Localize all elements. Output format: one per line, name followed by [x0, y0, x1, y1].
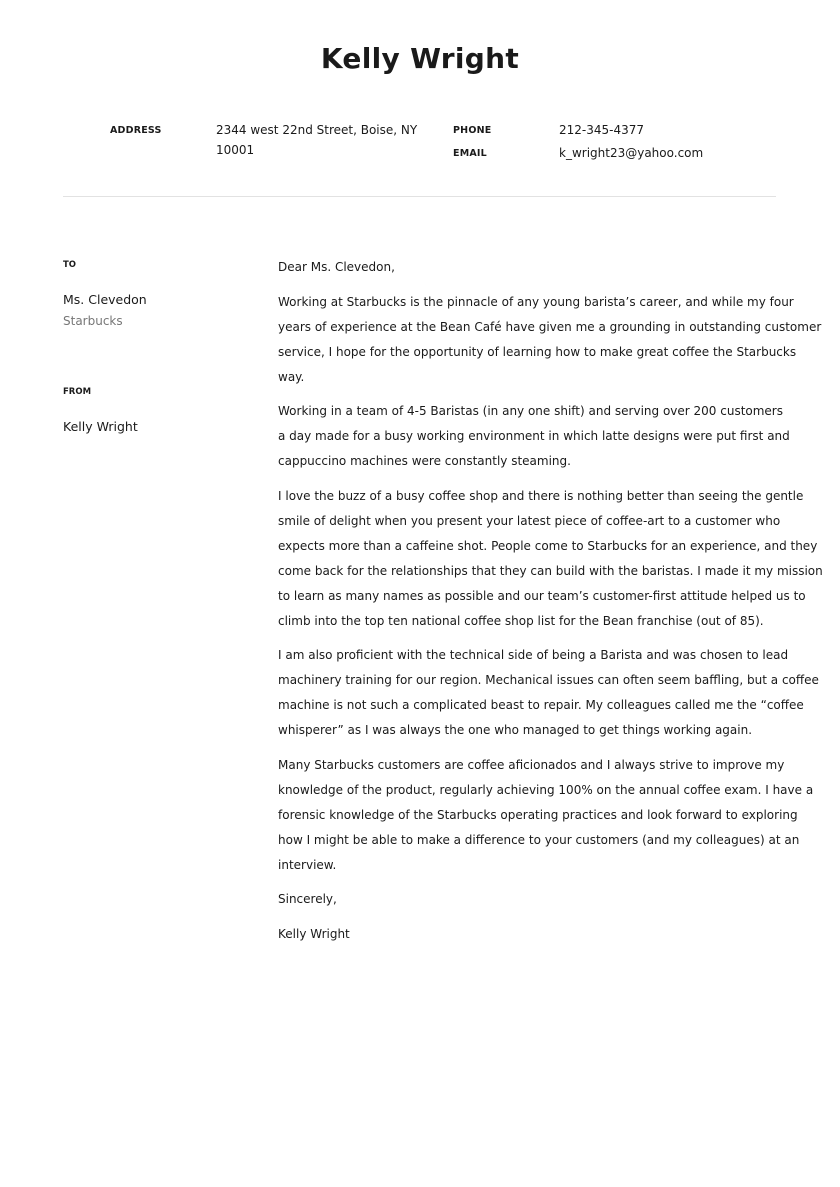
- email-value: k_wright23@yahoo.com: [559, 146, 704, 160]
- paragraph-line: smile of delight when you present your latest piece of coffee-art to a customer who: [278, 513, 781, 528]
- letter-body: [278, 255, 823, 956]
- letter-paragraph: [278, 399, 788, 474]
- letter-paragraph: [278, 922, 788, 947]
- email-label: EMAIL: [453, 148, 487, 159]
- paragraph-line: Kelly Wright: [278, 926, 350, 941]
- recipient-name: Ms. Clevedon: [63, 292, 147, 307]
- paragraph-line: years of experience at the Bean Café have given me a grounding in outstanding customer: [278, 319, 822, 334]
- from-label: FROM: [63, 387, 92, 397]
- paragraph-line: how I might be able to make a difference to your customers (and my colleagues) at an: [278, 832, 800, 847]
- phone-value: 212-345-4377: [559, 123, 645, 137]
- phone-label: PHONE: [453, 125, 492, 136]
- paragraph-line: I am also proficient with the technical side of being a Barista and was chosen to lead: [278, 648, 789, 662]
- paragraph-line: knowledge of the product, regularly achieving 100% on the annual coffee exam. I have a: [278, 782, 814, 797]
- paragraph-line: service, I hope for the opportunity of learning how to make great coffee the Starbucks: [278, 344, 797, 359]
- paragraph-line: come back for the relationships that they can build with the baristas. I made it my mission: [278, 563, 823, 578]
- page-title: Kelly Wright: [320, 42, 520, 75]
- letter-paragraph: [278, 255, 788, 280]
- paragraph-line: expects more than a caffeine shot. People come to Starbucks for an experience, and they: [278, 538, 818, 553]
- letter-paragraph: [278, 290, 822, 390]
- paragraph-line: machinery training for our region. Mechanical issues can often seem baffling, but a coffee: [278, 673, 819, 687]
- paragraph-line: interview.: [278, 857, 337, 872]
- sender-name: Kelly Wright: [63, 419, 138, 434]
- recipient-company: Starbucks: [63, 314, 123, 328]
- paragraph-line: Working at Starbucks is the pinnacle of any young barista’s career, and while my four: [278, 294, 794, 309]
- paragraph-line: a day made for a busy working environment in which latte designs were put first and: [278, 429, 790, 443]
- letter-paragraph: [278, 484, 823, 634]
- paragraph-line: Sincerely,: [278, 892, 337, 906]
- address-line: 10001: [216, 143, 255, 157]
- paragraph-line: Many Starbucks customers are coffee aficionados and I always strive to improve my: [278, 757, 785, 772]
- paragraph-line: Working in a team of 4-5 Baristas (in any one shift) and serving over 200 customers: [278, 404, 783, 418]
- letter-paragraph: [278, 887, 788, 912]
- address-label: ADDRESS: [110, 125, 162, 136]
- paragraph-line: forensic knowledge of the Starbucks operating practices and look forward to exploring: [278, 807, 798, 822]
- paragraph-line: cappuccino machines were constantly steaming.: [278, 454, 571, 468]
- header-divider: [63, 196, 776, 197]
- letter-paragraph: [278, 753, 814, 878]
- paragraph-line: machine is not such a complicated beast to repair. My colleagues called me the “coffee: [278, 698, 804, 712]
- paragraph-line: I love the buzz of a busy coffee shop and there is nothing better than seeing the gentle: [278, 488, 804, 503]
- paragraph-line: to learn as many names as possible and our team’s customer-first attitude helped us to: [278, 588, 806, 603]
- address-value: [216, 120, 417, 160]
- paragraph-line: climb into the top ten national coffee shop list for the Bean franchise (out of 85).: [278, 613, 764, 628]
- letter-paragraph: [278, 643, 819, 743]
- paragraph-line: Dear Ms. Clevedon,: [278, 260, 395, 274]
- address-line: 2344 west 22nd Street, Boise, NY: [216, 123, 418, 137]
- paragraph-line: whisperer” as I was always the one who managed to get things working again.: [278, 723, 753, 737]
- to-label: TO: [63, 260, 77, 270]
- paragraph-line: way.: [278, 369, 305, 384]
